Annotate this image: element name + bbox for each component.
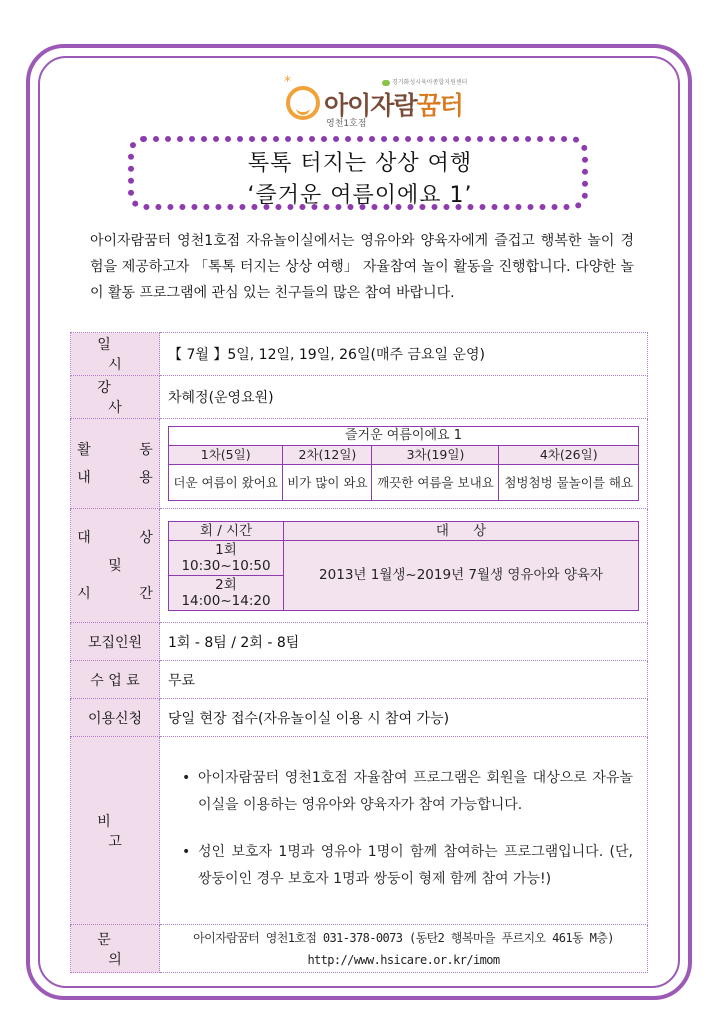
label-target-3: 시 간 — [77, 585, 175, 602]
star-icon: * — [284, 74, 291, 90]
program-title: 즐거운 여름이에요 1 — [169, 427, 639, 446]
label-date: 일 시 — [97, 337, 144, 373]
note-item: • 아이자람꿈터 영천1호점 자율참여 프로그램은 회원을 대상으로 자유놀이실을 이용하는 영유아와 양육자가 참여 가능합니다. — [168, 765, 633, 819]
col-time-header: 회 / 시간 — [169, 521, 284, 540]
value-apply: 당일 현장 접수(자유놀이실 이용 시 참여 가능) — [160, 699, 648, 737]
contact-url[interactable]: http://www.hsicare.or.kr/imom — [307, 952, 500, 967]
row-apply — [71, 699, 648, 737]
slot-2: 2회 14:00~14:20 — [169, 575, 284, 610]
session-round: 2차(12일) — [283, 446, 372, 465]
title-line-2: ‘즐거운 여름이에요 1’ — [247, 183, 473, 208]
row-target — [71, 509, 648, 623]
row-fee — [71, 661, 648, 699]
label-contact: 문 의 — [97, 931, 144, 968]
smile-face-icon — [286, 86, 320, 120]
label-instructor: 강 사 — [97, 380, 144, 416]
row-contact — [71, 925, 648, 973]
row-activity — [71, 419, 648, 509]
label-activity-1: 활 동 — [77, 441, 175, 458]
intro-text: 아이자람꿈터 영천1호점 자유놀이실에서는 영유아와 양육자에게 즐겁고 행복한 놀이 경험을 제공하고자 「톡톡 터지는 상상 여행」 자율참여 놀이 활동을 진행합니다. 다양한 놀이 활동 프로그램에 관심 있는 친구들의 많은 참여 바랍니다. — [90, 233, 634, 301]
session-content: 비가 많이 와요 — [283, 465, 372, 501]
value-date: 【 7월 】5일, 12일, 19일, 26일(매주 금요일 운영) — [160, 333, 648, 376]
logo-branch: 영천1호점 — [326, 119, 367, 129]
session-round: 4차(26일) — [499, 446, 639, 465]
value-instructor: 차혜정(운영요원) — [160, 376, 648, 419]
label-capacity: 모집인원 — [71, 623, 160, 661]
title-line-1: 톡톡 터지는 상상 여행 — [247, 151, 473, 176]
label-activity-2: 내 용 — [77, 469, 175, 486]
info-table — [70, 332, 648, 973]
label-notes: 비 고 — [97, 813, 144, 850]
target-table — [168, 521, 639, 611]
logo-name: 아이자람꿈터 — [324, 91, 463, 120]
session-content: 더운 여름이 왔어요 — [169, 465, 283, 501]
notes-list — [168, 765, 633, 893]
note-item: • 성인 보호자 1명과 영유아 1명이 함께 참여하는 프로그램입니다. (단, 쌍둥이인 경우 보호자 1명과 쌍둥이 형제 함께 참여 가능!) — [168, 839, 633, 893]
label-target-2: 및 — [108, 557, 122, 574]
session-round: 3차(19일) — [372, 446, 499, 465]
org-mark-icon — [382, 80, 390, 86]
session-content: 깨끗한 여름을 보내요 — [372, 465, 499, 501]
col-target-header: 대 상 — [435, 522, 497, 539]
value-fee: 무료 — [160, 661, 648, 699]
row-instructor — [71, 376, 648, 419]
target-value: 2013년 1월생~2019년 7월생 영유아와 양육자 — [284, 540, 639, 610]
session-content: 첨벙첨벙 물놀이를 해요 — [499, 465, 639, 501]
label-fee: 수 업 료 — [71, 661, 160, 699]
logo-org: 경기화성시육아종합지원센터 — [382, 77, 467, 86]
session-round: 1차(5일) — [169, 446, 283, 465]
logo — [286, 74, 476, 130]
row-date — [71, 333, 648, 376]
slot-1: 1회 10:30~10:50 — [169, 540, 284, 575]
contact-line: 아이자람꿈터 영천1호점 031-378-0073 (동탄2 행복마을 푸르지오 461동 M층) — [193, 930, 614, 945]
activity-table — [168, 426, 639, 501]
value-capacity: 1회 - 8팀 / 2회 - 8팀 — [160, 623, 648, 661]
row-capacity — [71, 623, 648, 661]
label-target-1: 대 상 — [77, 529, 175, 546]
row-notes — [71, 737, 648, 925]
label-apply: 이용신청 — [71, 699, 160, 737]
